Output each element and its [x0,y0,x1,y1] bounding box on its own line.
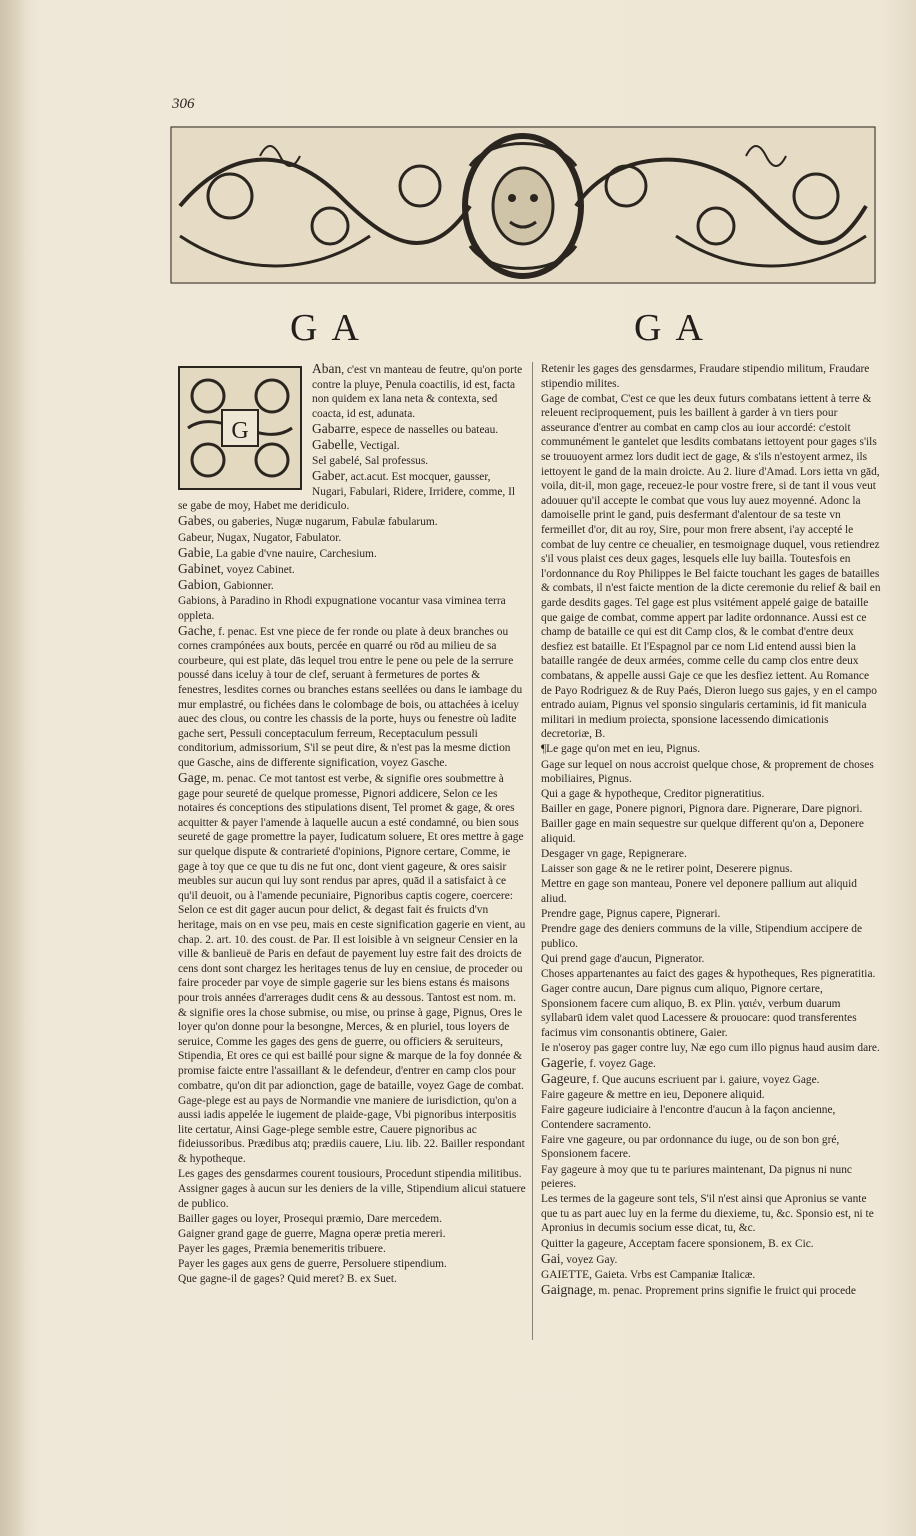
entry-text: , m. penac. Proprement prins signifie le fruict qui procede [592,1284,856,1297]
entry-text: Bailler en gage, Ponere pignori, Pignora dare. Pignerare, Dare pignori. [541,803,863,816]
entry-text: , act.acut. Est mocquer, gausser, Nugari, Fabulari, Ridere, Irridere, comme, Il se gabe de moy, Habet me deridiculo. [178,471,516,513]
dictionary-entry [178,771,526,1093]
dictionary-entry [541,742,881,757]
entry-text: ¶Le gage qu'on met en ieu, Pignus. [541,743,701,756]
dictionary-entry [541,982,881,1040]
dictionary-entry [178,1167,526,1182]
dictionary-entry [541,847,881,862]
dictionary-entry [178,594,526,623]
dictionary-entry [541,1163,881,1192]
entry-text: Les termes de la gageure sont tels, S'il n'est ainsi que Apronius se vante que tu as part auec luy en la ferme du diexieme, tu, &c. Sponsio est, ni te Apronius in decumis socium esse dicat, tu, &c. [541,1193,874,1235]
entry-text: , f. voyez Gage. [583,1057,656,1070]
entry-text: Ie n'oseroy pas gager contre luy, Næ ego cum illo pignus haud ausim dare. [541,1041,880,1054]
dictionary-entry [541,1237,881,1252]
dictionary-entry [541,1056,881,1072]
entry-text: Faire gageure iudiciaire à l'encontre d'aucun à la façon ancienne, Contendere sacramento. [541,1104,836,1131]
entry-headword: Gaignage [541,1281,593,1297]
dictionary-entry [541,877,881,906]
entry-text: , Gabionner. [217,579,274,592]
entry-headword: Gaber [312,468,345,484]
entry-text: , m. penac. Ce mot tantost est verbe, & signifie ores soubmettre à gage pour seureté de quelque promesse, Pignori addicere, Selon ce les notaires és conceptions des stipulations disent, Tel promet & gage, & ores acquitter & payer l'amende à laquelle aucun a esté condamné, ou bien sous seureté de gage promettre la payer, Iudicatum soluere, Et ores mettre à gage sur quelque dispute & contrarieté d'opinions, Pignore certare, Comme, ie gage à toy que ce que tu dis ne fut onc, dont vient gageure, & ores saisir meubles sur aucun qui luy sont rendus par apres, quād il a satisfaict à ce qu'il deuoit, ou à l'amende pecuniaire, Pignoribus captis cogere, coercere: Selon ce est dit gager aucun pour delict, & degast fait és fruicts d'vn heritage, mais on en vse peu, mais en ceste signification gagerie en vient, au chap. 2. art. 10. des coust. de Par. Il est loisible à vn seigneur Censier en la ville & banlieuë de Paris en defaut de payement luy estre fait des droicts de cens dont sont chargez les heritages tenus de luy en censiue, de proceder ou faire proceder par voye de simple gagerie sur les biens estans és maisons pour trois années d'arrerages dudit cens & au dessous. Tantost est nom. m. & signifie ores la chose submise, ou mise, ou prinse à gage, Pignus, Ores le loyer qu'on donne pour la besongne, Merces, & en pluriel, tous loyers de seruice, Comme les gages des gens de guerre, ou officiers & seruiteurs, Stipendia, Et ores ce qui est baillé pour signe & marque de la foy donnée & promise faicte entre l'assaillant & le defendeur, d'entrer en camp clos pour combatre, qu'on dit par adionction, gage de bataille, voyez Gage de combat. [178,773,526,1092]
entry-text: Les gages des gensdarmes courent tousiours, Procedunt stipendia militibus. [178,1168,522,1181]
dictionary-entry [541,1133,881,1162]
entry-text: Gager contre aucun, Dare pignus cum aliquo, Pignore certare, Sponsionem facere cum aliquo, B. ex Plin. γαιέν, verbum duarum syllabarū idem valet quod Lacessere & prouocare: quod transferentes facimus vim consonantis obtinere, Gaier. [541,982,857,1039]
entry-headword: Gagerie [541,1054,584,1070]
entry-text: Desgager vn gage, Repignerare. [541,848,687,861]
column-divider [532,362,533,1340]
dictionary-entry [541,1041,881,1056]
dictionary-entry [541,1192,881,1236]
dictionary-entry [541,1283,881,1299]
entry-text: , c'est vn manteau de feutre, qu'on porte contre la pluye, Penula coactilis, id est, facta non quidem ex lana neta & contexta, sed coacta, id est, adunata. [312,364,523,420]
dictionary-entry [178,562,526,578]
dictionary-entry [178,578,526,594]
entry-headword: Gache [178,622,213,638]
dictionary-entry [541,1072,881,1088]
entry-text: , f. penac. Est vne piece de fer ronde ou plate à deux branches ou cornes crampónées aux bouts, percée en quarré ou rōd au milieu de sa courbeure, qui est plate, dās lequel trou entre le pene ou pele de la serrure poussé dans iceluy à tour de clef, seruant à fermetures de portes & fenestres, lesdites cornes ou branches estans seellées ou dans le iambage du mur emplastré, ou fichées dans le colombage de bois, ou attachées à iceluy auec des clous, ou contre les chassis de la porte, huys ou fenestre où ladite gache sert, Pessuli conceptaculum ferreum, Receptaculum pessuli conditorium, admissorium, S'il se peut dire, & n'est pas la mesme diction que Gasche, ains de differente signification, voyez Gasche. [178,625,523,769]
dictionary-entry [541,922,881,951]
entry-text: Qui a gage & hypotheque, Creditor pigneratitius. [541,788,765,801]
dictionary-entry [541,1252,881,1268]
entry-text: , voyez Cabinet. [220,563,295,576]
dictionary-entry [178,1212,526,1227]
entry-text: , Vectigal. [353,439,400,452]
entry-text: Quitter la gageure, Acceptam facere sponsionem, B. ex Cic. [541,1237,814,1250]
ornament-icon [170,126,876,284]
entry-text: Faire vne gageure, ou par ordonnance du iuge, ou de son bon gré, Sponsionem facere. [541,1133,840,1161]
entry-headword: Gabion [178,576,218,592]
entry-headword: Gabes [178,513,212,529]
page-number: 306 [172,96,195,112]
right-column [541,362,881,1299]
entry-text: Choses appartenantes au faict des gages & hypotheques, Res pigneratitia. [541,967,876,980]
entry-headword: Aban [312,361,342,376]
dictionary-entry [178,1242,526,1257]
entry-text: Laisser son gage & ne le retirer point, Deserere pignus. [541,863,793,876]
dictionary-entry [541,362,881,391]
entry-text: Prendre gage, Pignus capere, Pignerari. [541,907,721,920]
entry-headword: Gabie [178,544,211,560]
dictionary-entry [541,817,881,846]
initial-letter: G [231,418,249,444]
entry-headword: Gabinet [178,560,221,576]
dictionary-entry [541,758,881,787]
entry-text: Assigner gages à aucun sur les deniers de la ville, Stipendium alicui statuere de publico. [178,1183,526,1210]
entry-headword: Gabelle [312,436,354,452]
dictionary-entry [541,392,881,742]
entry-text: Gabions, à Paradino in Rhodi expugnatione vocantur vasa viminea terra oppleta. [178,594,506,622]
entry-headword: Gabarre [312,420,356,436]
entry-text: Faire gageure & mettre en ieu, Deponere aliquid. [541,1089,765,1102]
dictionary-entry [178,1182,526,1211]
entry-text: , espece de nasselles ou bateau. [355,423,499,436]
entry-text: Retenir les gages des gensdarmes, Fraudare stipendio militum, Fraudare stipendio milites. [541,363,870,390]
entry-headword: Gai [541,1250,561,1266]
entry-text: Gage de combat, C'est ce que les deux futurs combatans iettent à terre & releuent reciproquement, puis les baillent à garder à vn tiers pour asseurance d'entrer au combat en camp clos au iour accordé: c'estoit communément le gantelet que lesdits combatans iettoyent pour gages s'ils se trouuoyent armez lors dudit iect de gage, & s'ils n'estoyent armez, ils iettoyent le gand de la main droicte. Au 2. liure d'Amad. Lors ietta vn gād, voila, dit-il, mon gage, receuez-le pour vostre frere, si de tant il vous veut adouuer qu'il accepte le combat que vous luy auez moyenné. Adonc la damoiselle print le gand, puis desfermant d'alentour de sa teste vn fermeillet d'or, dit au roy, Sire, pour mon frere absent, i'ay accepté le combat de luy centre ce cheualier, en tesmoignage duquel, vous retiendrez s'il vous plaist ces deux gages, lesquels elle luy bailla. Toutesfois en l'ordonnance du Roy Philippes le Bel faicte touchant les gages de batailles & combats, il n'est faicte mention de la dicte ceremonie du relief & bail en garde desdits gages. Tel gage est plus vsitément appelé gaige de bataille que gaige de combat, comme appert par ladite ordonnance. Aussi est ce champ de bataille ce qui est dit Camp clos, & le combat d'entre deux desfiez est bataille. Et l'Espagnol par ce nom Lid entend aussi bien la bataille rangée de deux armées, comme celle du camp clos entre deux combatans, & appelle aussi Gaje ce que les desfiez iettent. Au Romance de Payo Rodriguez & de Ruy Paés, Dieron luego sus gajes, y en el campo entrado auiam, Pignus vel sponsio singularis certaminis, id fit manicula militari in medium proiecta, sponsione lacessendo dimicationis decretoriæ, B. [541,392,881,741]
entry-text: Gage sur lequel on nous accroist quelque chose, & proprement de choses mobiliaires, Pignus. [541,758,874,786]
dictionary-entry [178,1227,526,1242]
entry-text: Qui prend gage d'aucun, Pignerator. [541,952,705,965]
entry-text: Prendre gage des deniers communs de la ville, Stipendium accipere de publico. [541,923,863,950]
dictionary-entry [541,1103,881,1132]
dictionary-entry [541,1268,881,1283]
dictionary-entry [541,967,881,982]
column-header-right: GA [634,307,717,349]
ornamental-headpiece [170,126,876,284]
entry-text: , f. Que aucuns escriuent par i. gaiure, voyez Gage. [586,1074,820,1086]
entry-text: Sel gabelé, Sal professus. [312,455,429,468]
dictionary-entry [541,862,881,877]
dictionary-entry [178,546,526,562]
floral-initial-icon [178,366,302,490]
dictionary-entry [178,514,526,530]
entry-text: Gabeur, Nugax, Nugator, Fabulator. [178,531,342,544]
entry-text: Bailler gage en main sequestre sur quelque different qu'on a, Deponere aliquid. [541,818,864,845]
dictionary-entry [541,1088,881,1103]
page-spine-shadow [0,0,26,1536]
entry-text: Payer les gages aux gens de guerre, Persoluere stipendium. [178,1258,447,1271]
dictionary-entry [178,624,526,771]
entry-text: Que gagne-il de gages? Quid meret? B. ex Suet. [178,1273,397,1286]
dictionary-entry [541,952,881,967]
entry-text: Bailler gages ou loyer, Prosequi præmio, Dare mercedem. [178,1212,442,1225]
left-column [178,362,526,1287]
entry-text: Gage-plege est au pays de Normandie vne maniere de iurisdiction, qu'on a aussi iadis appelée le iugement de plaide-gage, Vbi pignoribus interpositis lite certatur, Ainsi Gage-plege semble estre, Cauere pignoribus ac fideiussoribus. Prædibus atq; prædiis cauere, Liu. lib. 22. Bailler respondant & hypotheque. [178,1094,525,1165]
entry-text: Payer les gages, Præmia benemeritis tribuere. [178,1243,386,1256]
entry-text: , ou gaberies, Nugæ nugarum, Fabulæ fabularum. [211,516,438,529]
entry-text: GAIETTE, Gaieta. Vrbs est Campaniæ Italicæ. [541,1268,756,1281]
dictionary-entry [541,787,881,802]
entry-text: Fay gageure à moy que tu te pariures maintenant, Da pignus ni nunc peieres. [541,1163,852,1191]
dictionary-entry [541,802,881,817]
dictionary-entry [541,907,881,922]
entry-text: , voyez Gay. [560,1253,618,1266]
entry-headword: Gageure [541,1071,587,1086]
entry-text: , La gabie d'vne nauire, Carchesium. [210,547,377,560]
dictionary-entry [178,1094,526,1167]
dictionary-entry [178,1272,526,1287]
dictionary-entry [178,1257,526,1272]
entry-text: Mettre en gage son manteau, Ponere vel deponere pallium aut aliquid aliud. [541,878,857,905]
dictionary-entry [178,531,526,546]
entry-text: Gaigner grand gage de guerre, Magna operæ pretia mereri. [178,1227,446,1240]
entry-headword: Gage [178,770,207,786]
initial-letter-ornament [178,366,302,490]
column-header-left: GA [290,307,373,349]
